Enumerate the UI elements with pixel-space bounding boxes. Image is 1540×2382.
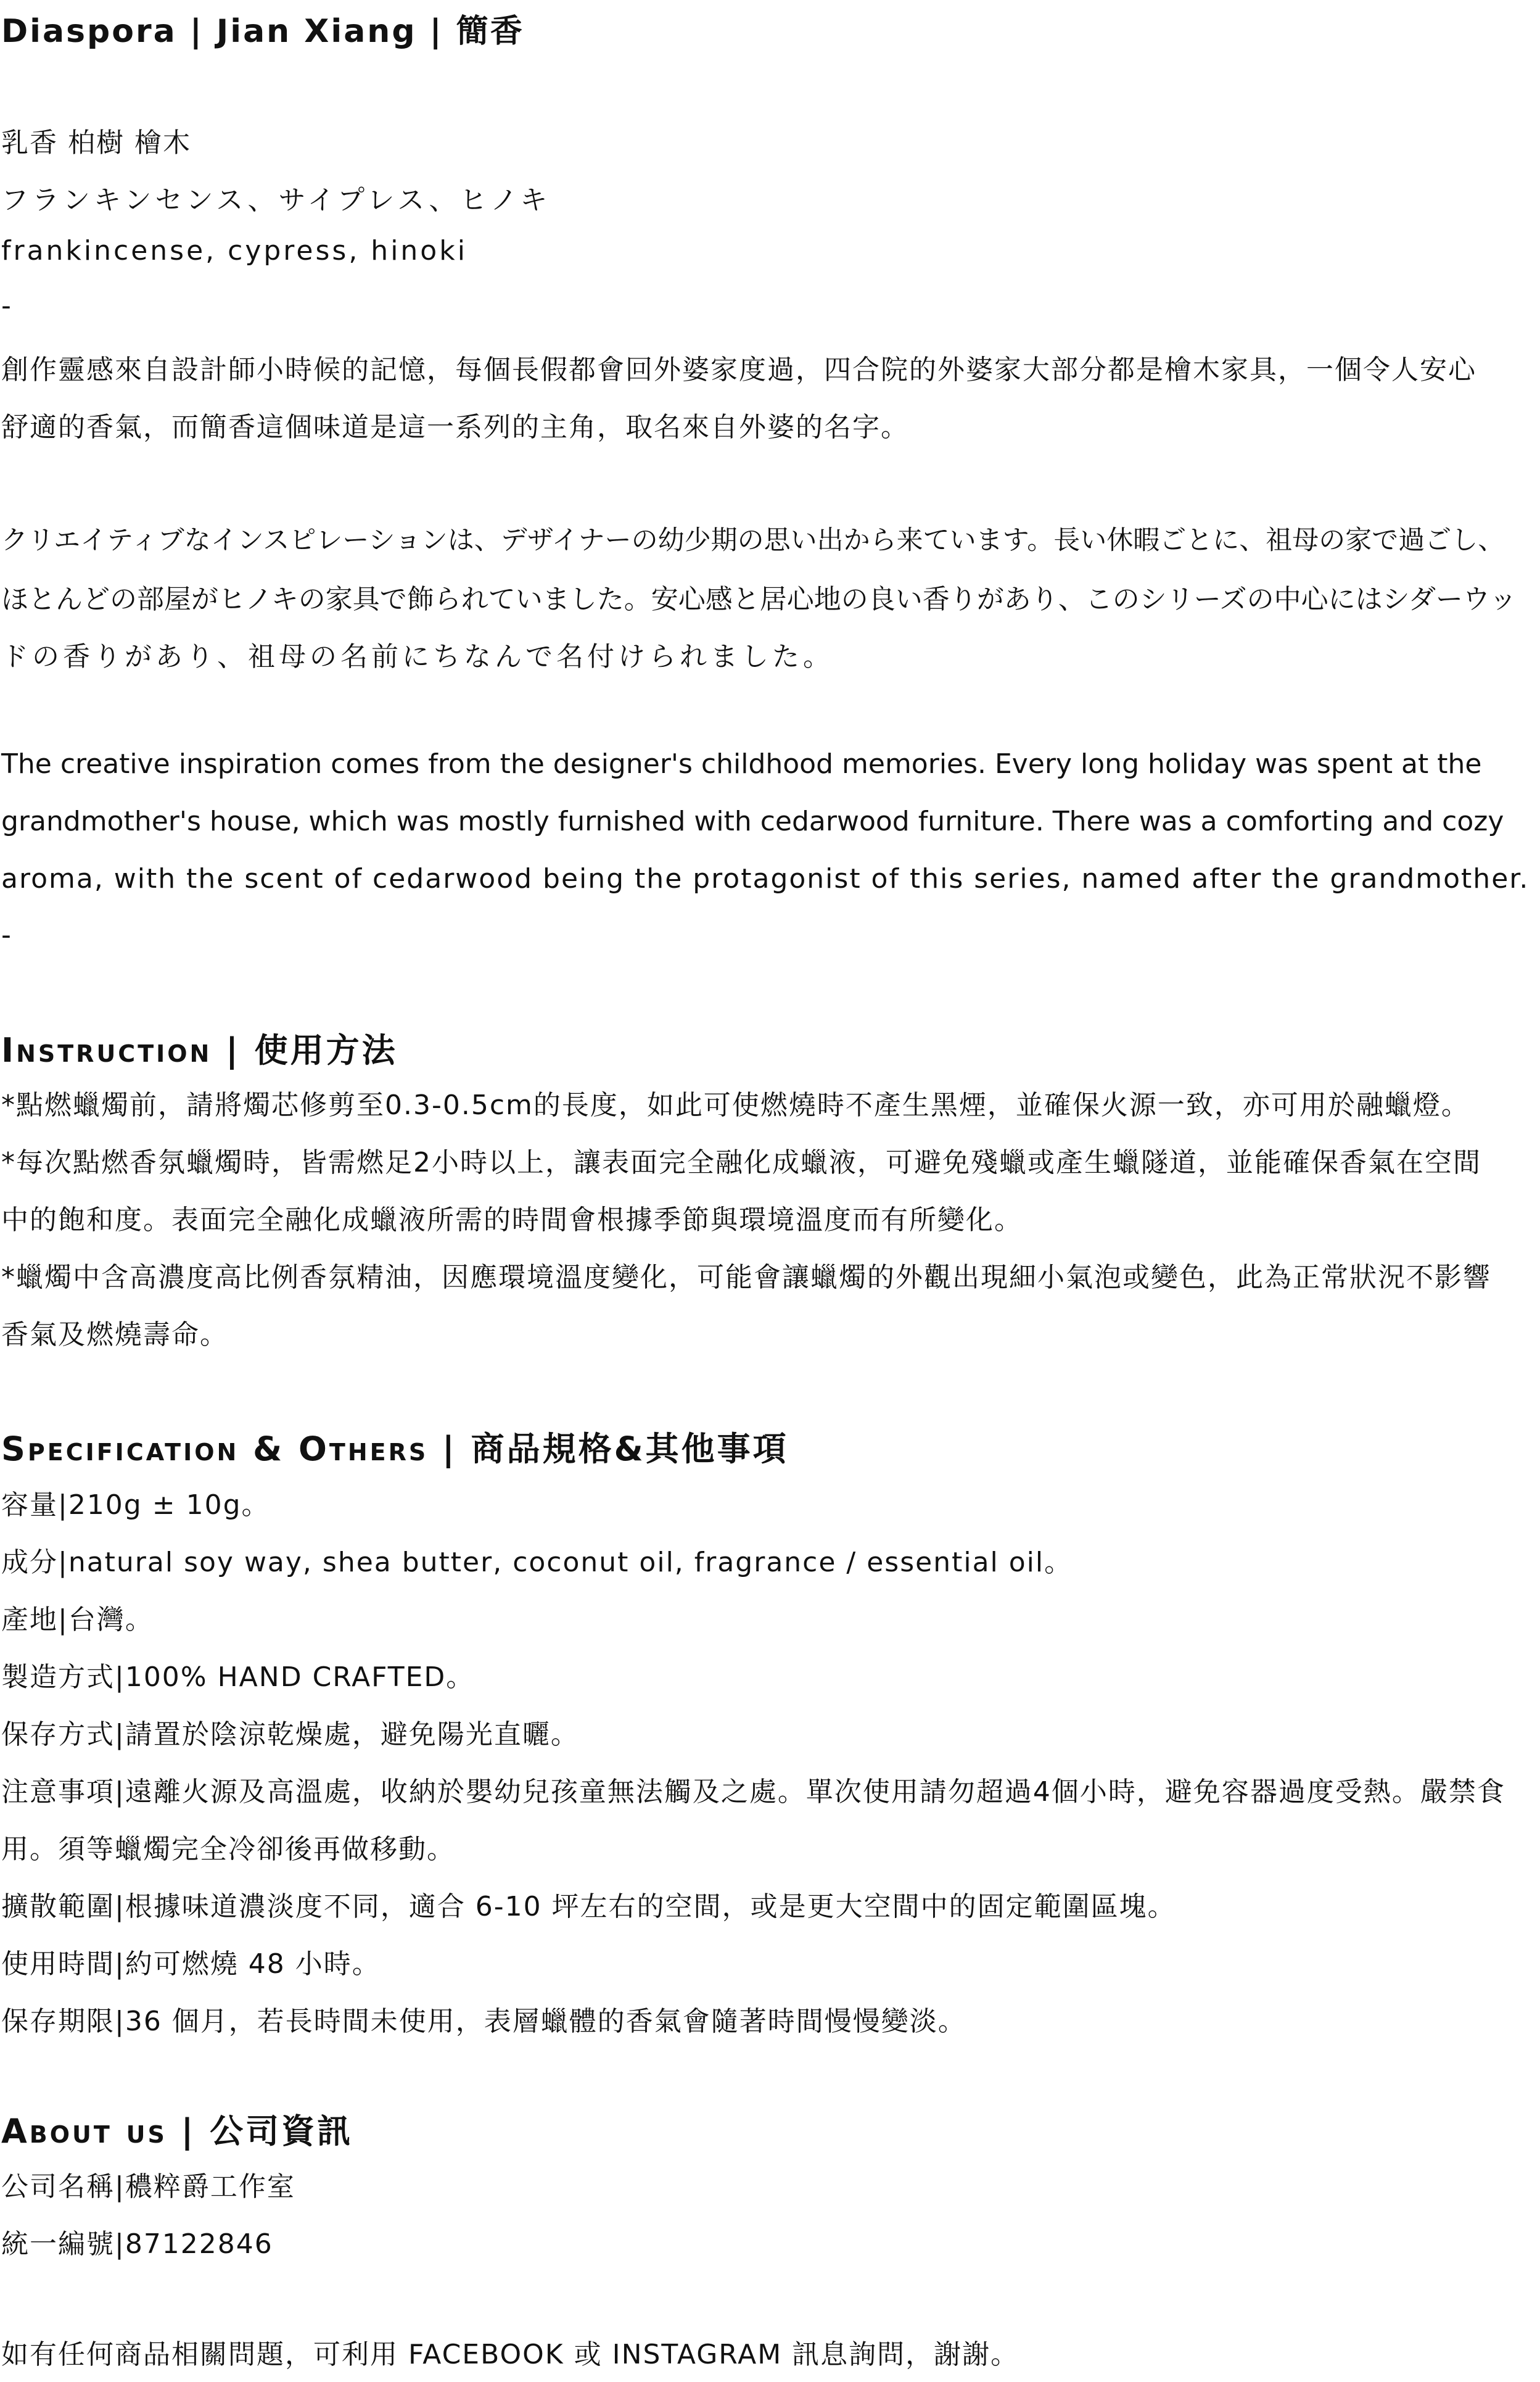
footer-note: 如有任何商品相關問題，可利用 FACEBOOK 或 INSTAGRAM 訊息詢問，謝謝。 [1, 2339, 1019, 2370]
spec-shelf-life: 保存期限|36 個月，若長時間未使用，表層蠟體的香氣會隨著時間慢慢變淡。 [1, 2006, 966, 2037]
spec-burn-time: 使用時間|約可燃燒 48 小時。 [1, 1948, 381, 1980]
instruction-line: *每次點燃香氛蠟燭時，皆需燃足2小時以上，讓表面完全融化成蠟液，可避免殘蠟或產生蠟隧道，並能確保香氣在空間 [1, 1147, 1481, 1178]
story-en-line: aroma, with the scent of cedarwood being the protagonist of this series, named after the grandmother. [1, 863, 1530, 895]
separator: - [1, 290, 12, 321]
spec-coverage: 擴散範圍|根據味道濃淡度不同，適合 6-10 坪左右的空間，或是更大空間中的固定範圍區塊。 [1, 1891, 1176, 1922]
story-jp-line: クリエイティブなインスピレーションは、デザイナーの幼少期の思い出から来ています。長い休暇ごとに、祖母の家で過ごし、 [1, 525, 1505, 556]
about-tax-id: 統一編號|87122846 [1, 2228, 273, 2260]
specification-heading: Specification & Others | 商品規格&其他事項 [1, 1429, 789, 1468]
spec-caution: 注意事項|遠離火源及高溫處，收納於嬰幼兒孩童無法觸及之處。單次使用請勿超過4個小時，避免容器過度受熱。嚴禁食 [1, 1776, 1505, 1808]
spec-storage: 保存方式|請置於陰涼乾燥處，避免陽光直曬。 [1, 1719, 579, 1750]
spec-capacity: 容量|210g ± 10g。 [1, 1489, 270, 1521]
spec-origin: 產地|台灣。 [1, 1604, 154, 1636]
page-title: Diaspora | Jian Xiang | 簡香 [1, 13, 524, 50]
spec-caution-cont: 用。須等蠟燭完全冷卻後再做移動。 [1, 1834, 455, 1865]
about-company-name: 公司名稱|穠粹爵工作室 [1, 2171, 295, 2202]
instruction-heading: Instruction | 使用方法 [1, 1031, 398, 1070]
story-cn-line: 創作靈感來自設計師小時候的記憶，每個長假都會回外婆家度過，四合院的外婆家大部分都是檜木家具，一個令人安心 [1, 354, 1476, 386]
instruction-line: *點燃蠟燭前，請將燭芯修剪至0.3-0.5cm的長度，如此可使燃燒時不產生黑煙，並確保火源一致，亦可用於融蠟燈。 [1, 1090, 1470, 1121]
instruction-line: 香氣及燃燒壽命。 [1, 1319, 228, 1350]
instruction-line: *蠟燭中含高濃度高比例香氛精油，因應環境溫度變化，可能會讓蠟燭的外觀出現細小氣泡或變色，此為正常狀況不影響 [1, 1262, 1491, 1293]
spec-ingredients: 成分|natural soy way, shea butter, coconut oil, fragrance / essential oil。 [1, 1547, 1073, 1578]
story-cn-line: 舒適的香氣，而簡香這個味道是這一系列的主角，取名來自外婆的名字。 [1, 411, 909, 443]
about-heading: About us | 公司資訊 [1, 2112, 353, 2151]
story-en-line: grandmother's house, which was mostly furnished with cedarwood furniture. There was a comforting and cozy [1, 806, 1504, 837]
notes-cn: 乳香 柏樹 檜木 [1, 127, 191, 159]
instruction-line: 中的飽和度。表面完全融化成蠟液所需的時間會根據季節與環境溫度而有所變化。 [1, 1204, 1023, 1236]
notes-jp: フランキンセンス、サイプレス、ヒノキ [1, 184, 551, 216]
story-jp-line: ほとんどの部屋がヒノキの家具で飾られていました。安心感と居心地の良い香りがあり、このシリーズの中心にはシダーウッ [1, 584, 1517, 615]
story-en-line: The creative inspiration comes from the designer's childhood memories. Every long holiday was spent at the [1, 748, 1482, 780]
notes-en: frankincense, cypress, hinoki [1, 235, 467, 267]
story-jp-line: ドの香りがあり、祖母の名前にちなんで名付けられました。 [1, 641, 834, 672]
spec-manufacture: 製造方式|100% HAND CRAFTED。 [1, 1661, 475, 1693]
separator: - [1, 919, 12, 951]
